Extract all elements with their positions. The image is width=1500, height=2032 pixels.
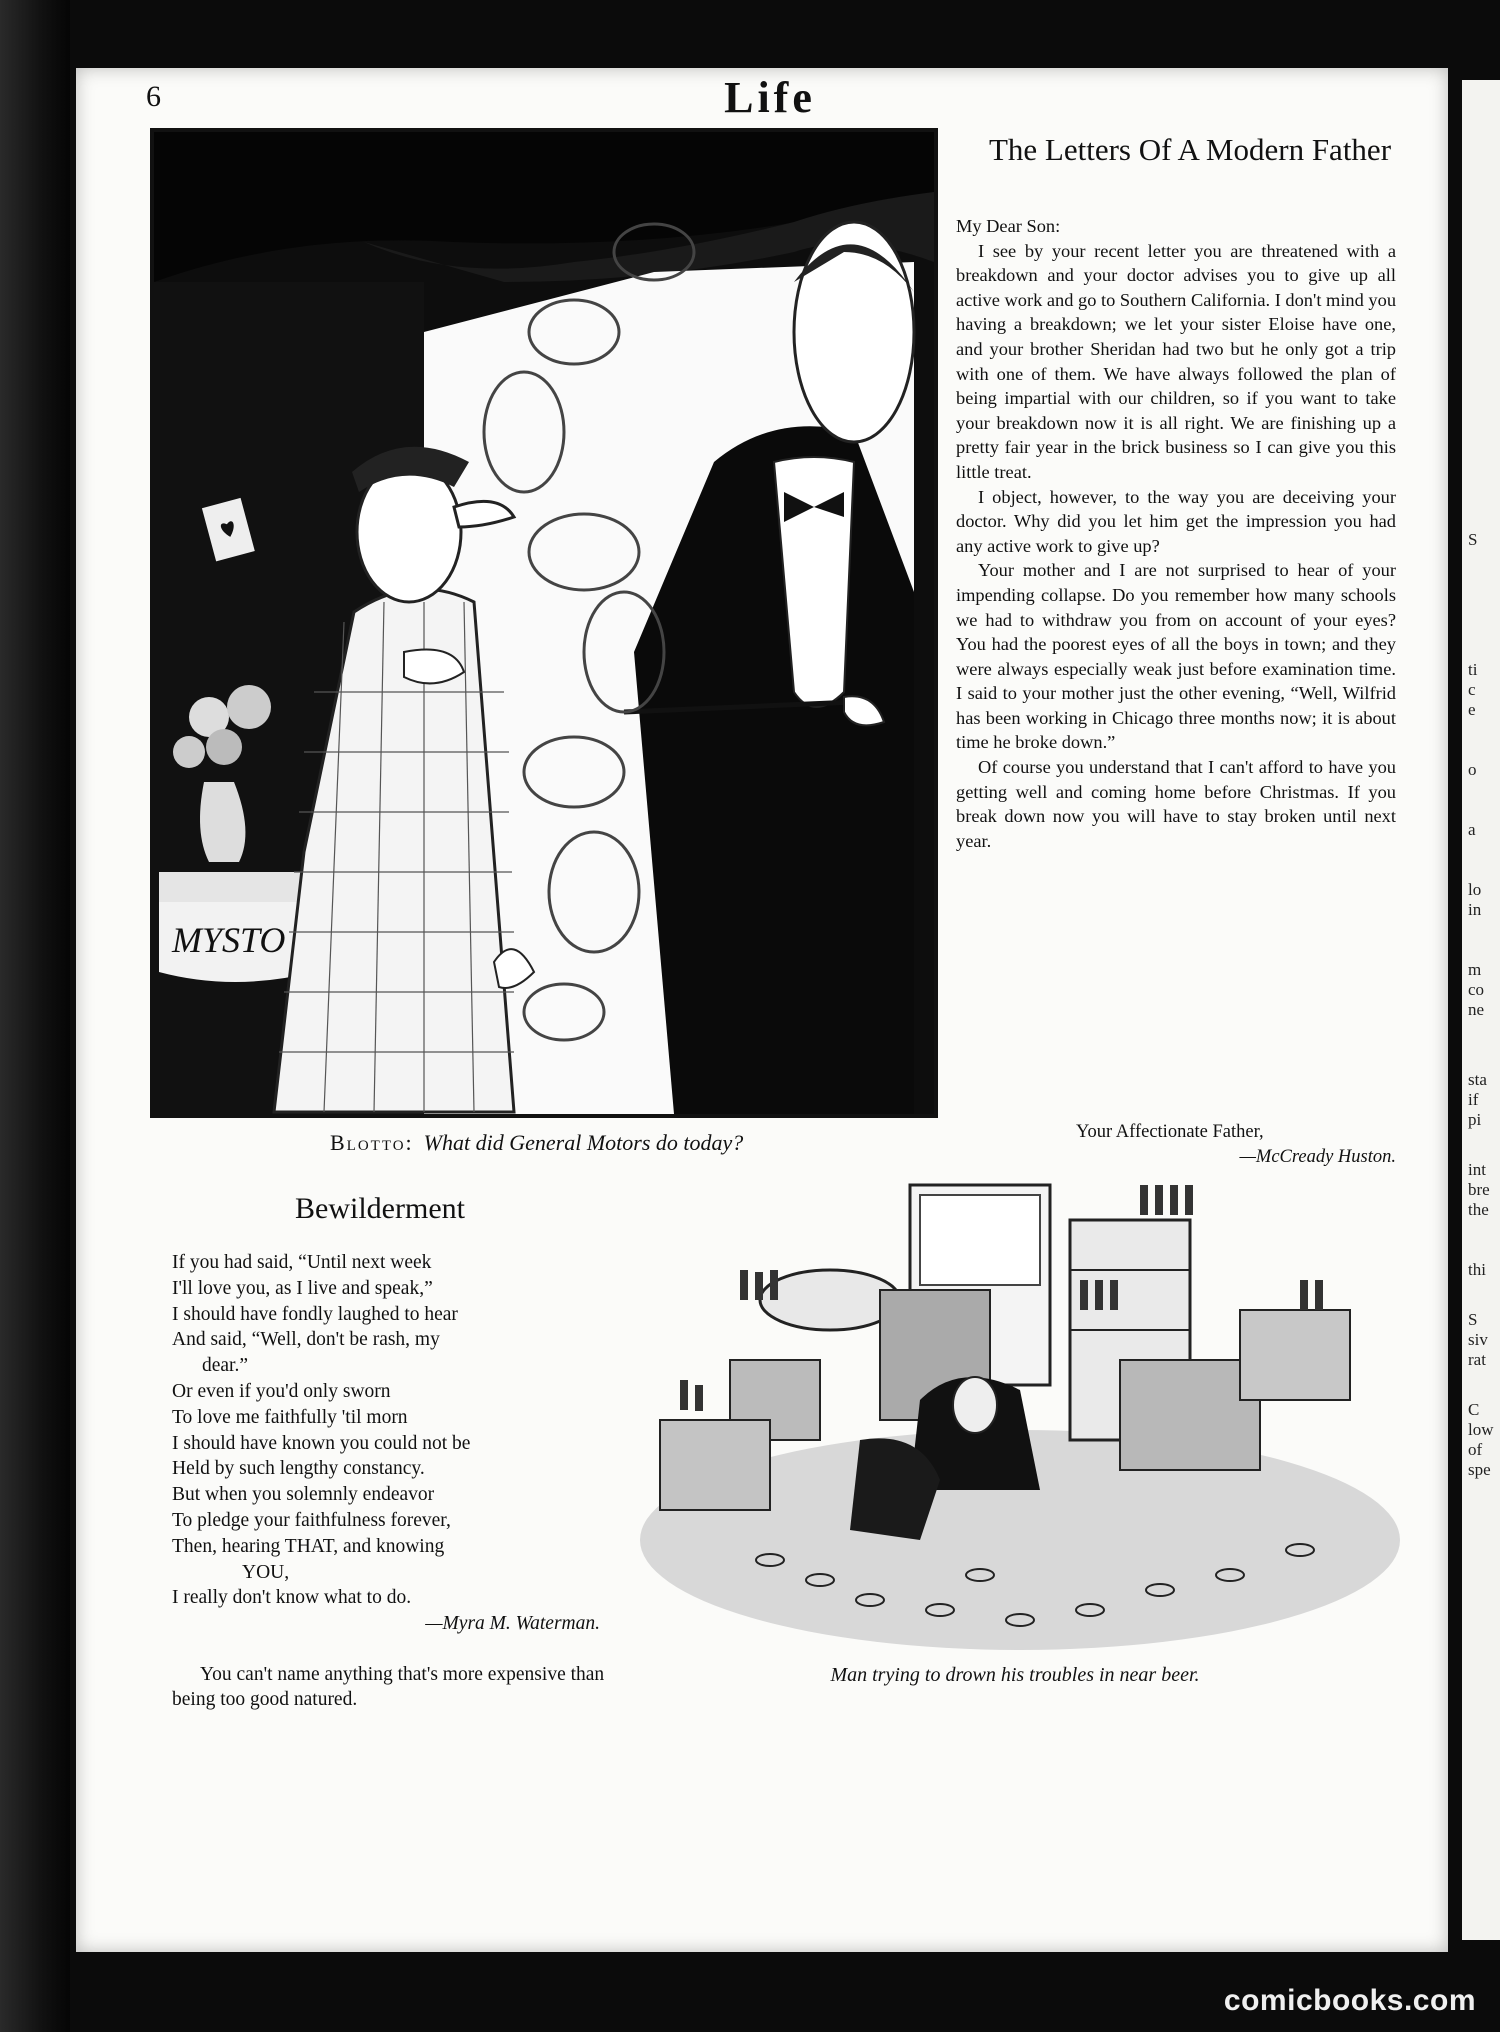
adjacent-page-fragment: pi	[1468, 1110, 1482, 1129]
poem-line: I should have known you could not be	[172, 1432, 471, 1454]
article-paragraph: Your mother and I are not surprised to hear of your impending collapse. Do you remember how many schools we had to withdraw you from on account of your eyes? You had the poorest eyes of all the boys in town; and they were always especially weak just before examination time. I said to your mother just the other evening, “Well, Wilfrid has been working in Chicago three months now; it is about time he broke down.”	[956, 560, 1396, 753]
adjacent-page-fragment: m	[1468, 960, 1482, 979]
article-paragraph: Of course you understand that I can't afford to have you getting well and coming home before Christmas. If you break down now you will have to stay broken until next year.	[956, 757, 1396, 851]
adjacent-page-fragment: co	[1468, 980, 1485, 999]
watermark: comicbooks.com	[1223, 1984, 1476, 2017]
closing-line: Your Affectionate Father,	[1076, 1122, 1264, 1142]
article-body	[956, 214, 1396, 853]
poem-line: But when you solemnly endeavor	[172, 1484, 435, 1506]
poem-line: To love me faithfully 'til morn	[172, 1406, 408, 1428]
article-closing	[956, 1120, 1396, 1170]
adjacent-page-strip	[1462, 80, 1500, 1940]
adjacent-page-fragment: ne	[1468, 1000, 1485, 1019]
adjacent-page-fragment: low	[1468, 1420, 1494, 1439]
adjacent-page-fragment: thi	[1468, 1260, 1486, 1279]
poem-line: I really don't know what to do.	[172, 1587, 412, 1609]
poem-line: I should have fondly laughed to hear	[172, 1303, 458, 1325]
adjacent-page-fragment: ti	[1468, 660, 1478, 679]
adjacent-page-fragment: int	[1468, 1160, 1486, 1179]
adjacent-page-fragment: bre	[1468, 1180, 1490, 1199]
adjacent-page-fragment: if	[1468, 1090, 1479, 1109]
poem-line: YOU,	[242, 1561, 290, 1583]
page-number: 6	[146, 80, 161, 113]
poem-line: I'll love you, as I live and speak,”	[172, 1277, 433, 1299]
filler-quip	[172, 1662, 612, 1712]
illustration-caption-bottom: Man trying to drown his troubles in near beer.	[830, 1664, 1200, 1686]
adjacent-page-fragment: spe	[1468, 1460, 1491, 1479]
sign-mysto: MYSTO	[172, 920, 286, 960]
adjacent-page-fragment: sta	[1468, 1070, 1487, 1089]
adjacent-page-fragment: C	[1468, 1400, 1480, 1419]
illustration-caption-top	[330, 1130, 1030, 1156]
adjacent-page-fragment: S	[1468, 1310, 1478, 1329]
adjacent-page-fragment: a	[1468, 820, 1476, 839]
adjacent-page-fragment: lo	[1468, 880, 1482, 899]
poem-line: If you had said, “Until next week	[172, 1252, 432, 1273]
poem-line: Held by such lengthy constancy.	[172, 1458, 425, 1480]
caption-speaker: Blotto:	[330, 1130, 414, 1155]
article-paragraph: I object, however, to the way you are deceiving your doctor. Why did you let him get the impression you had any active work to give up?	[956, 486, 1396, 556]
adjacent-page-fragment: siv	[1468, 1330, 1488, 1349]
poem-line: To pledge your faithfulness forever,	[172, 1509, 451, 1531]
adjacent-page-fragment: of	[1468, 1440, 1483, 1459]
masthead: Life	[724, 73, 816, 122]
adjacent-page-fragment: e	[1468, 700, 1476, 719]
adjacent-page-fragment: c	[1468, 680, 1476, 699]
poem-body	[172, 1250, 612, 1637]
poem-line: Then, hearing THAT, and knowing	[172, 1535, 445, 1557]
poem-title: Bewilderment	[295, 1192, 465, 1225]
adjacent-page-fragment: rat	[1468, 1350, 1486, 1369]
article-salutation: My Dear Son:	[956, 216, 1061, 236]
adjacent-page-fragment: o	[1468, 760, 1477, 779]
article-paragraph: I see by your recent letter you are threatened with a breakdown and your doctor advises you to give up all active work and go to Southern California. I don't mind you having a breakdown; we let your sister Eloise have one, and your brother Sheridan had two but he only got a trip with one of them. We have always followed the plan of being impartial with our children, so if you want to take your breakdown now it is all right. We are finishing up a pretty fair year in the brick business so I can give you this little treat.	[956, 240, 1397, 482]
illustration-blotto	[150, 128, 938, 1118]
adjacent-page-fragment: S	[1468, 530, 1478, 549]
article-author: —McCready Huston.	[1239, 1147, 1396, 1167]
poem-author: —Myra M. Waterman.	[425, 1613, 600, 1635]
article-title: The Letters Of A Modern Father	[988, 132, 1392, 167]
poem-line: dear.”	[202, 1355, 249, 1377]
quip-text: You can't name anything that's more expensive than being too good natured.	[172, 1664, 605, 1710]
poem-line: Or even if you'd only sworn	[172, 1380, 391, 1402]
illustration-near-beer	[620, 1180, 1410, 1650]
caption-quote: What did General Motors do today?	[423, 1130, 744, 1155]
adjacent-page-fragment: the	[1468, 1200, 1489, 1219]
poem-line: And said, “Well, don't be rash, my	[172, 1329, 440, 1351]
adjacent-page-fragment: in	[1468, 900, 1482, 919]
scan-left-edge	[0, 0, 70, 2032]
